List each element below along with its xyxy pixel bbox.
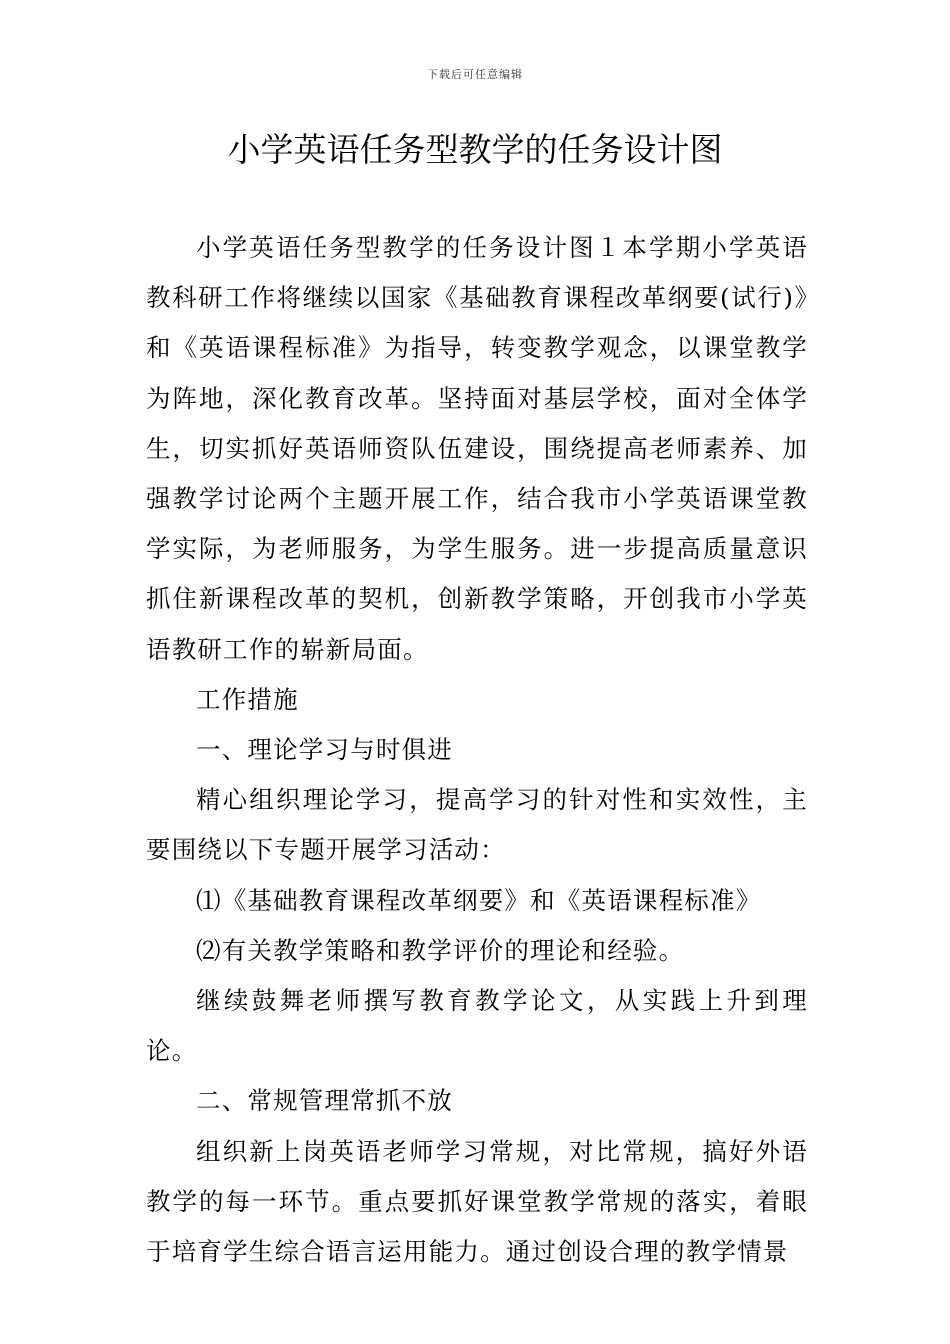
paragraph-section-2-body: 组织新上岗英语老师学习常规，对比常规，搞好外语教学的每一环节。重点要抓好课堂教学常规的落实，着眼于培育学生综合语言运用能力。通过创设合理的教学情景 — [146, 1136, 808, 1267]
document-body — [146, 223, 808, 1277]
paragraph-intro: 小学英语任务型教学的任务设计图１本学期小学英语教科研工作将继续以国家《基础教育课程改革纲要(试行)》和《英语课程标准》为指导，转变教学观念，以课堂教学为阵地，深化教育改革。坚持面对基层学校，面对全体学生，切实抓好英语师资队伍建设，围绕提高老师素养、加强教学讨论两个主题开展工作，结合我市小学英语课堂教学实际，为老师服务，为学生服务。进一步提高质量意识抓住新课程改革的契机，创新教学策略，开创我市小学英语教研工作的崭新局面。 — [146, 233, 808, 664]
paragraph-list-item-2: ⑵有关教学策略和教学评价的理论和经验。 — [196, 935, 685, 965]
paragraph-heading-measures: 工作措施 — [196, 684, 299, 714]
paragraph-list-item-1: ⑴《基础教育课程改革纲要》和《英语课程标准》 — [196, 885, 762, 915]
paragraph-section-2-heading: 二、常规管理常抓不放 — [196, 1086, 453, 1116]
header-note: 下载后可任意编辑 — [427, 68, 523, 81]
paragraph-section-1-closing: 继续鼓舞老师撰写教育教学论文，从实践上升到理论。 — [146, 986, 808, 1066]
paragraph-section-1-body: 精心组织理论学习，提高学习的针对性和实效性，主要围绕以下专题开展学习活动： — [146, 785, 808, 865]
document-title: 小学英语任务型教学的任务设计图 — [227, 130, 723, 169]
paragraph-section-1-heading: 一、理论学习与时俱进 — [196, 735, 453, 765]
